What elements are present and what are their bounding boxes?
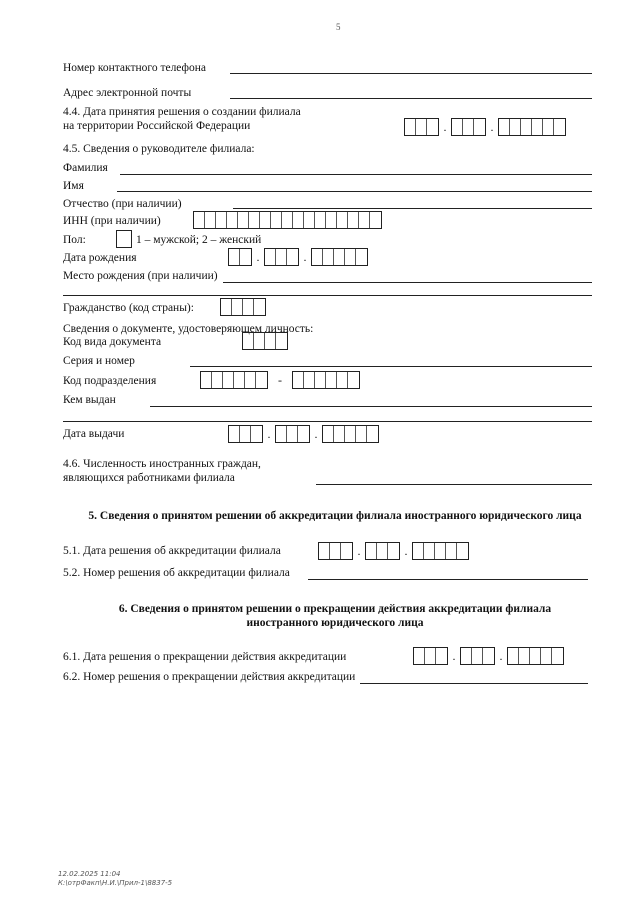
f46-label-line1: 4.6. Численность иностранных граждан, — [63, 458, 261, 470]
name-field[interactable] — [117, 191, 592, 192]
phone-label: Номер контактного телефона — [63, 62, 207, 74]
date-sep: . — [303, 250, 307, 264]
citizenship-label: Гражданство (код страны): — [63, 302, 194, 314]
issued-by-field[interactable] — [150, 406, 592, 407]
section6-title-line2: иностранного юридического лица — [246, 617, 424, 629]
f44-label-line2: на территории Российской Федерации — [63, 120, 251, 132]
s61-label: 6.1. Дата решения о прекращении действия аккредитации — [63, 651, 347, 663]
date-sep: . — [404, 544, 408, 558]
date-sep: . — [256, 250, 260, 264]
surname-field[interactable] — [120, 174, 592, 175]
surname-label: Фамилия — [63, 162, 108, 174]
f44-label-line1: 4.4. Дата принятия решения о создании филиала — [63, 106, 301, 118]
footer-doc-ref: К:\отрФакп\Н.И.\Прил-1\8837-5 — [58, 879, 173, 887]
division-boxes[interactable] — [200, 372, 360, 388]
s52-label: 5.2. Номер решения об аккредитации филиала — [63, 567, 290, 579]
doc-type-label: Код вида документа — [63, 336, 162, 348]
f45-label: 4.5. Сведения о руководителе филиала: — [63, 143, 255, 155]
f46-field[interactable] — [316, 484, 592, 485]
inn-label: ИНН (при наличии) — [63, 215, 161, 227]
footer-timestamp: 12.02.2025 11:04 — [58, 870, 121, 878]
phone-field[interactable] — [230, 73, 592, 74]
issue-date-label: Дата выдачи — [63, 428, 125, 440]
f46-label-line2: являющихся работниками филиала — [63, 472, 235, 484]
issued-by-label: Кем выдан — [63, 394, 116, 406]
date-sep: . — [357, 544, 361, 558]
date-sep: . — [314, 427, 318, 441]
citizenship-boxes[interactable] — [220, 299, 266, 315]
section6-title-line1: 6. Сведения о принятом решении о прекращении действия аккредитации филиала — [118, 603, 552, 615]
s51-date-boxes[interactable] — [318, 543, 469, 559]
date-sep: . — [499, 649, 503, 663]
series-label: Серия и номер — [63, 355, 135, 367]
s52-field[interactable] — [308, 579, 588, 580]
sex-box[interactable] — [116, 231, 132, 247]
birth-place-field-2[interactable] — [63, 295, 592, 296]
s62-label: 6.2. Номер решения о прекращении действия аккредитации — [63, 671, 356, 683]
s61-date-boxes[interactable] — [413, 648, 564, 664]
email-label: Адрес электронной почты — [63, 87, 192, 99]
doc-type-boxes[interactable] — [242, 333, 288, 349]
s51-label: 5.1. Дата решения об аккредитации филиала — [63, 545, 281, 557]
month-boxes[interactable] — [451, 118, 486, 136]
issued-by-field-2[interactable] — [63, 421, 592, 422]
birth-place-label: Место рождения (при наличии) — [63, 270, 218, 282]
page-number: 5 — [336, 22, 341, 32]
date-sep: . — [490, 120, 494, 134]
inn-boxes[interactable] — [193, 212, 382, 228]
id-doc-label: Сведения о документе, удостоверяющем личность: — [63, 323, 314, 335]
patronymic-label: Отчество (при наличии) — [63, 198, 182, 210]
year-boxes[interactable] — [498, 118, 566, 136]
division-sep: - — [278, 373, 282, 387]
series-field[interactable] — [190, 366, 592, 367]
date-sep: . — [267, 427, 271, 441]
division-label: Код подразделения — [63, 375, 157, 387]
birth-date-label: Дата рождения — [63, 252, 137, 264]
issue-date-boxes[interactable] — [228, 426, 379, 442]
day-boxes[interactable] — [404, 118, 439, 136]
birth-date-boxes[interactable] — [228, 249, 368, 265]
sex-hint: 1 – мужской; 2 – женский — [136, 234, 262, 246]
patronymic-field[interactable] — [233, 208, 592, 209]
section5-title: 5. Сведения о принятом решении об аккредитации филиала иностранного юридического лица — [88, 510, 582, 522]
date-sep: . — [443, 120, 447, 134]
name-label: Имя — [63, 180, 84, 192]
email-field[interactable] — [230, 98, 592, 99]
sex-label: Пол: — [63, 234, 86, 246]
date-sep: . — [452, 649, 456, 663]
s62-field[interactable] — [360, 683, 588, 684]
f44-date-boxes[interactable] — [404, 119, 566, 135]
birth-place-field[interactable] — [223, 282, 592, 283]
